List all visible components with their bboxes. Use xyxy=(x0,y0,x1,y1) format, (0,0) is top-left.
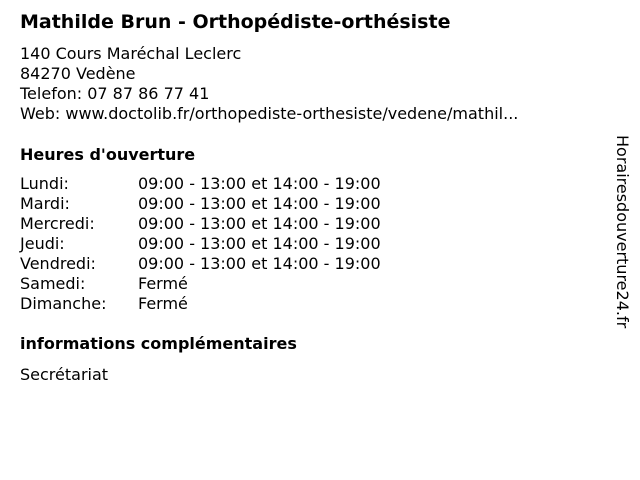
city-postal: 84270 Vedène xyxy=(20,64,136,83)
hours-row-tuesday xyxy=(20,194,381,214)
day-label: Vendredi: xyxy=(20,254,96,273)
opening-hours-table xyxy=(20,174,381,314)
day-label: Samedi: xyxy=(20,274,86,293)
day-label: Mardi: xyxy=(20,194,70,213)
hours-row-monday xyxy=(20,174,381,194)
hours-row-friday xyxy=(20,254,381,274)
time-value: 09:00 - 13:00 et 14:00 - 19:00 xyxy=(138,214,381,233)
hours-row-sunday xyxy=(20,294,381,314)
website-link[interactable]: Web: www.doctolib.fr/orthopediste-orthesiste/vedene/mathil... xyxy=(20,104,519,123)
phone-number[interactable]: Telefon: 07 87 86 77 41 xyxy=(20,84,210,103)
page-title: Mathilde Brun - Orthopédiste-orthésiste xyxy=(20,11,451,33)
hours-row-saturday xyxy=(20,274,381,294)
day-label: Mercredi: xyxy=(20,214,95,233)
hours-row-wednesday xyxy=(20,214,381,234)
additional-info-heading: informations complémentaires xyxy=(20,334,297,353)
address-block xyxy=(20,44,518,124)
time-value: 09:00 - 13:00 et 14:00 - 19:00 xyxy=(138,234,381,253)
street-address: 140 Cours Maréchal Leclerc xyxy=(20,44,242,63)
time-value: Fermé xyxy=(138,294,188,313)
opening-hours-heading: Heures d'ouverture xyxy=(20,145,196,164)
time-value: 09:00 - 13:00 et 14:00 - 19:00 xyxy=(138,174,381,193)
time-value: 09:00 - 13:00 et 14:00 - 19:00 xyxy=(138,254,381,273)
day-label: Dimanche: xyxy=(20,294,107,313)
day-label: Lundi: xyxy=(20,174,69,193)
day-label: Jeudi: xyxy=(20,234,65,253)
hours-row-thursday xyxy=(20,234,381,254)
time-value: Fermé xyxy=(138,274,188,293)
additional-info-text: Secrétariat xyxy=(20,365,109,384)
site-watermark: Horairesdouverture24.fr xyxy=(613,135,632,329)
time-value: 09:00 - 13:00 et 14:00 - 19:00 xyxy=(138,194,381,213)
